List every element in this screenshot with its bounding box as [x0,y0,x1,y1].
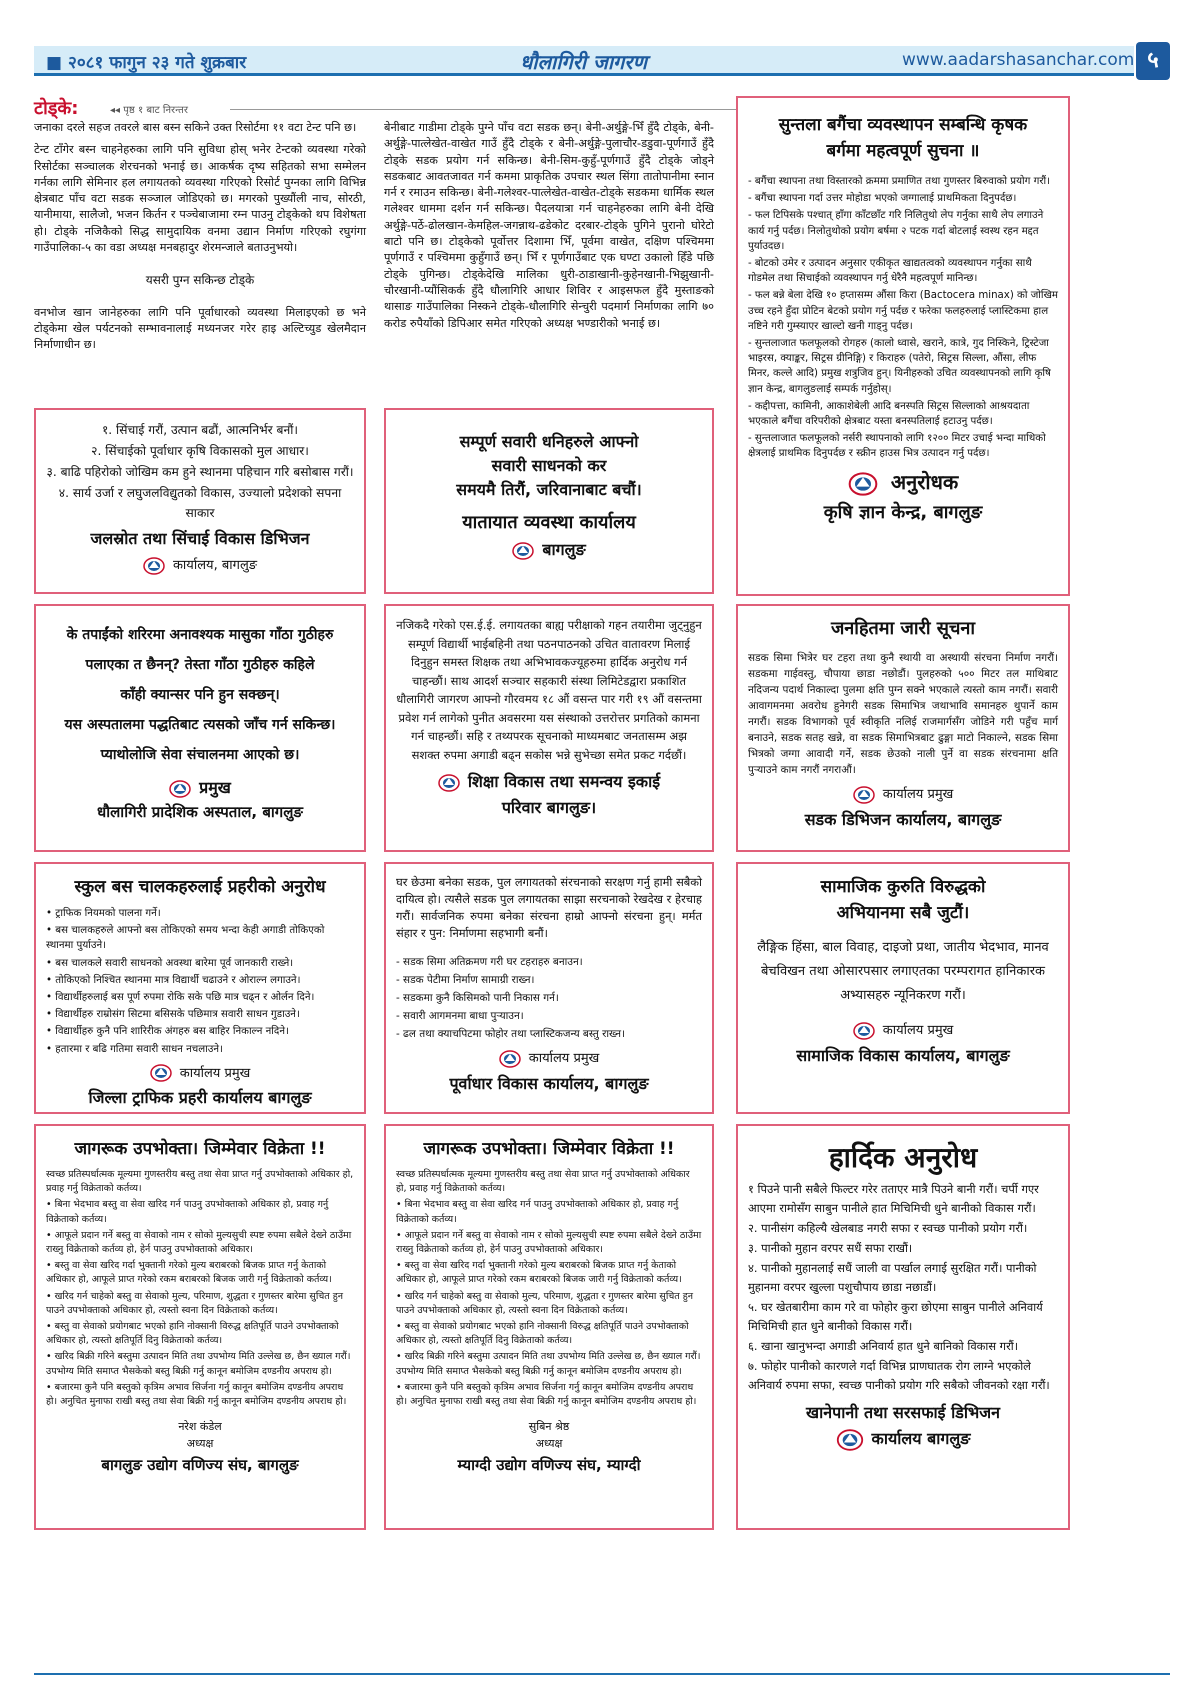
list-item: - बगैंचा स्थापना गर्दा उत्तर मोहोडा भएको जग्गालाई प्राथमिकता दिनुपर्दछ। [748,193,1017,205]
footer-rule [34,1673,1170,1675]
ad-vehicle-tax [384,408,714,594]
ad-consumer-baglung [34,1124,366,1530]
list-item: ५. घर खेतबारीमा काम गरे वा फोहोर कुरा छोएमा साबुन पानीले अनिवार्य मिचिमिची हात धुने बानीको विकास गरौं। [748,1300,1043,1333]
list-item: • बस्तु वा सेवा खरिद गर्दा भुक्तानी गरेको मुल्य बराबरको बिजक प्राप्त गर्नु केताको अधिकार हो, आफूले प्राप्त गरेको रकम बराबरको बिजक जारी गर्नु विक्रेताको कर्तव्य। [46,1260,332,1286]
signature-label-text: कार्यालय प्रमुख [179,1065,251,1081]
story-column-2 [384,120,714,390]
list-item: • खरिद बिक्री गरिने बस्तुमा उत्पादन मिति तथा उपभोग्य मिति उल्लेख छ, छैन ख्याल गरौं। उपभोग्य मिति समाप्त भैसकेको बस्तु बिक्री गर्नु कानून बमोजिम दण्डनीय अपराध हो। [46,1351,351,1377]
nepal-emblem-icon [150,1064,172,1082]
list-item: • विद्यार्थीहरु राम्रोसंग सिटमा बसिसके पछिमात्र सवारी साधन गुडाउने। [46,1009,300,1021]
list-item: • बस चालकले सवारी साधनको अवस्था बारेमा पूर्व जानकारी राख्ने। [46,957,294,969]
signature-org: सडक डिभिजन कार्यालय, बागलुङ [804,809,1002,829]
signature-org: यातायात व्यवस्था कार्यालय [462,512,636,533]
ad-list [748,174,1058,462]
nepal-emblem-icon [169,780,191,798]
list-item: - सवारी आगमनमा बाधा पुर्‍याउन। [396,1010,524,1022]
signature-sub-text: कार्यालय बागलुङ [871,1429,971,1448]
list-item: • बस्तु वा सेवा खरिद गर्दा भुक्तानी गरेको मुल्य बराबरको बिजक प्राप्त गर्नु केताको अधिकार हो, आफूले प्राप्त गरेको रकम बराबरको बिजक जारी गर्नु विक्रेताको कर्तव्य। [396,1260,682,1286]
list-item: स्वच्छ प्रतिस्पर्धात्मक मूल्यमा गुणस्तरीय बस्तु तथा सेवा प्राप्त गर्नु उपभोक्ताको अधिकार हो, प्रवाह गर्नु विक्रेताको कर्तव्य। [396,1169,690,1195]
ad-text: सडक सिमा भित्रेर घर टहरा तथा कुनै स्थायी वा अस्थायी संरचना निर्माण नगरौं। सडकमा गाईवस्तु, चौपाया छाडा नछोडौं। पुलहरुको ५०० मिटर तल माथिबाट नदिजन्य पदार्थ निकाल्दा पुलमा क्षति पुग्न सक्ने भएकाले त्यस्तो काम नगरौं। सवारी आवागमनमा अवरोध हुनेगरी सडक सिमाभित्र जथाभावि समानहरु थुपार्ने काम नगरौं। सडक विभागको पूर्व स्वीकृति नलिई राजमार्गसँग जोडिने गरी पहुँच मार्ग बनाउने, सडक सतह खन्ने, वा सडक सिमाभित्रबाट ढुङ्गा माटो निकाल्ने, सडक सिमा भित्रको जग्गा आवादी गर्ने, सडक छेउको नाली पुर्ने वा सडक संरचनामा क्षति पुऱ्याउने काम नगरौं नगराऔं। [748,652,1058,776]
list-item: • हतारमा र बढि गतिमा सवारी साधन नचलाउने। [46,1043,223,1055]
ad-signature [748,468,1058,497]
signature-label-text: कार्यालय प्रमुख [882,787,954,802]
list-item: • बिना भेदभाव बस्तु वा सेवा खरिद गर्न पाउनु उपभोक्ताको अधिकार हो, प्रवाह गर्नु विक्रेताको कर्तव्य। [396,1199,679,1225]
list-item: • ट्राफिक नियमको पालना गर्ने। [46,908,161,919]
story-paragraph: वनभोज खान जानेहरुका लागि पनि पूर्वाधारको व्यवस्था मिलाइएको छ भने टोड्केमा खेल पर्यटनको सम्भावनालाई मध्यनजर गरेर हाइ अल्टिच्युड खेलमैदान निर्माणाधीन छ। [34,305,366,352]
story-paragraph: बेनीबाट गाडीमा टोड्के पुग्ने पाँच वटा सडक छन्। बेनी-अर्थुङ्गे-भिँ हुँदै टोड्के, बेनी-अर्थुङ्गे-पात्लेखेत-वाखेत गाउँ हुँदै टोड्के र बेनी-अर्थुङ्गे-पुलाचौर-डडुवा-पूर्णगाउँ हुँदै टोड्के सडक प्रयोग गर्न सकिन्छ। बेनी-सिम-कुहुँ-पूर्णगाउँ हुँदै टोड्के जोड्ने सडकबाट आवतजावत गर्न कममा प्राकृतिक उपचार स्थल सिंगा तातोपानीमा स्नान गर्न र रमाउन सकिन्छ। बेनी-गलेश्वर-पात्लेखेत-वाखेत-टोड्के सडकमा धार्मिक स्थल गलेश्वर धाममा दर्शन गर्न सकिन्छ। पैदलयात्रा गर्न चाहनेहरुका लागि बेनी देखि अर्थुङ्गे-पर्ठे-ढोलखान-केमहिल-जगन्नाथ-ढडेकोट दरबार-टोड्के पुगिने पुरानो घोरेटो बाटो पनि छ। टोड्केको पूर्वोत्तर दिशामा भिँ, पूर्वमा वाखेत, दक्षिण पश्चिममा पूर्णगाउँ र पश्चिममा कुहुँगाउँ छन्। भिँ र पूर्णगाउँबाट एक घण्टा उकालो हिँडे पछि टोड्के पुगिन्छ। टोड्केदेखि मालिका धुरी-ठाडाखानी-कुहेनखानी-भिझुखानी-चौरखानी-प्यौंसिकर्क हुँदै धौलागिरि आधार शिविर र आइसफल हुँदै मुस्ताङको थासाङ गाउँपालिका निस्कने टोड्के-धौलागिरि सेन्चुरी पदमार्ग निर्माणका लागि ७० करोड रुपैयाँको डिपिआर समेत गरिएको अध्यक्ष भण्डारीको भनाई छ। [384,121,714,330]
ad-text: घर छेउमा बनेका सडक, पुल लगायतको संरचनाको सरक्षण गर्नु हामी सबैको दायित्व हो। त्यसैले सडक पुल लगायतका साझा सरचनाको रेखदेख र हेरचाह गरौं। सार्वजनिक रुपमा बनेका संरचना हाम्रो आफ्नो संरचना हुन्। मर्मत संहार र पुन: निर्माणमा सहभागी बनौं। [396,875,702,940]
signature-sub-text: कार्यालय, बागलुङ [172,558,258,573]
story-paragraph: जनाका दरले सहज तवरले बास बस्न सकिने उक्त रिसोर्टमा ११ वटा टेन्ट पनि छ। [34,121,357,134]
signatory-name: सुबिन श्रेष्ठ [528,1420,570,1434]
list-item: ४. सार्य उर्जा र लघुजलविद्युतको विकास, उज्यालो प्रदेशको सपना साकार [58,486,342,520]
ad-line: प्याथोलोजि सेवा संचालनमा आएको छ। [100,747,300,763]
divider [230,109,800,110]
list-item: • बस्तु वा सेवाको प्रयोगबाट भएको हानि नोक्सानी विरुद्ध क्षतिपूर्ति पाउने उपभोक्ताको अधिकार हो, त्यस्तो क्षतिपूर्ति दिनु विक्रेताको कर्तव्य। [396,1321,689,1347]
signature-org: खानेपानी तथा सरसफाई डिभिजन [806,1403,1000,1422]
ad-water-sanitation [736,1124,1070,1530]
signature-org [396,770,702,792]
nepal-emblem-icon [438,774,460,792]
list-item: • खरिद गर्न चाहेको बस्तु वा सेवाको मुल्य, परिमाण, शुद्धता र गुणस्तर बारेमा सुचित हुन पाउने उपभोक्ताको अधिकार हो, त्यस्तो स्वना दिन विक्रेताको कर्तव्य। [46,1290,344,1316]
signature-sub [396,538,702,560]
page-header [34,40,1170,80]
list-item: ४. पानीको मुहानलाई सधैं जाली वा पर्खाल लगाई सुरक्षित गरौं। पानीको मुहानमा वरपर खुल्ला पशुचौपाय छाडा नछाडौं। [748,1261,1037,1294]
ad-line: यस अस्पतालमा पद्धतिबाट त्यसको जाँच गर्न सकिन्छ। [64,717,336,733]
signature-org-text: शिक्षा विकास तथा समन्वय इकाई [467,772,661,791]
list-item: • बिना भेदभाव बस्तु वा सेवा खरिद गर्न पाउनु उपभोक्ताको अधिकार हो, प्रवाह गर्नु विक्रेताको कर्तव्य। [46,1199,329,1225]
signature-label: अनुरोधक [890,469,959,494]
ad-traffic-police [34,862,366,1114]
ad-list [748,1180,1058,1395]
signature-org: कृषि ज्ञान केन्द्र, बागलुङ [823,502,983,524]
ad-list [46,420,354,523]
nepal-emblem-icon [853,1022,875,1040]
ad-title: जनहितमा जारी सूचना [830,618,976,639]
list-item: - सडक सिमा अतिक्रमण गरी घर टहराहरु बनाउन। [396,956,583,968]
ad-orange-notice [736,96,1070,596]
ad-social-evils [736,862,1070,1114]
list-item: • बजारमा कुनै पनि बस्तुको कृत्रिम अभाव सिर्जना गर्नु कानून बमोजिम दण्डनीय अपराध हो। अनुचित मुनाफा राखी बस्तु तथा सेवा बिक्री गर्नु कानून बमोजिम दण्डनीय अपराध हो। [46,1381,347,1408]
list-item: • खरिद गर्न चाहेको बस्तु वा सेवाको मुल्य, परिमाण, शुद्धता र गुणस्तर बारेमा सुचित हुन पाउने उपभोक्ताको अधिकार हो, त्यस्तो स्वना दिन विक्रेताको कर्तव्य। [396,1290,694,1316]
list-item: १ पिउने पानी सबैले फिल्टर गरेर तताएर मात्रै पिउने बानी गरौं। चर्पी गएर आएमा रामोसँग साबुन पानीले हात मिचिमिची धुने बानीको विकास गरौं। [748,1182,1039,1215]
ad-list [396,1168,702,1409]
ad-line: सवारी साधनको कर [491,456,607,475]
signature-org: म्याग्दी उद्योग वणिज्य संघ, म्याग्दी [457,1456,641,1475]
list-item: - सुन्तलाजात फलफूलको नर्सरी स्थापनाको लागि १२०० मिटर उचाई भन्दा माथिको क्षेत्रलाई प्राथमिक दिनुपर्दछ र स्क्रीन हाउस भित्र उत्पादन गर्नु पर्दछ। [748,433,1046,460]
list-item: - फल टिपिसके पश्चात् हाँगा काँटछाँट गरि निलितुथो लेप गर्नुका साथै लेप लगाउने कार्य गर्नु पर्दछ। निलोतुथोको प्रयोग बर्षमा २ पटक गर्दा बोटलाई स्वस्थ रहन मद्दत पुर्याउदछ। [748,210,1044,252]
ad-title: सामाजिक कुरुति विरुद्धको [820,877,986,897]
signature-label-text: कार्यालय प्रमुख [882,1023,954,1038]
ad-lines [396,430,702,502]
signature-label [748,784,1058,804]
ad-text: नजिकदै गरेको एस.ई.ई. लगायतका बाह्य परीक्षाको गहन तयारीमा जुट्नुहुन सम्पूर्ण विद्यार्थी भाईबहिनी तथा पठनपाठनको उचित वातावरण मिलाई दिनुहुन समस्त शिक्षक तथा अभिभावकज्यूहरुमा हार्दिक अनुरोध गर्न चाहन्छौं। साथ आदर्श सञ्चार सहकारी संस्था लिमिटेडद्वारा प्रकाशित धौलागिरी जागरण आफ्नो गौरवमय १८ औं वसन्त पार गरी १९ औं वसन्तमा प्रवेश गर्न लागेको पुनीत अवसरमा यस संस्थाको उत्तरोत्तर प्रगतिको कामना गर्न चाहन्छौं। सहि र तथ्यपरक सूचनाको माध्यमबाट जनतासम्म अझ सशक्त रुपमा अगाडी बढ्न सकोस भन्ने सुभेच्छा समेत प्रकट गर्दछौं। [396,618,702,762]
ad-consumer-myagdi [384,1124,714,1530]
issue-date: ■ २०८१ फागुन २३ गते शुक्रबार [46,53,247,73]
signature-org: सामाजिक विकास कार्यालय, बागलुङ [796,1045,1010,1065]
signature-org: बागलुङ उद्योग वणिज्य संघ, बागलुङ [101,1456,299,1475]
signatory-role: अध्यक्ष [535,1437,563,1451]
ad-lines [46,620,354,770]
list-item: - कद्दीपत्ता, कामिनी, आकाशेबेली आदि बनस्पति सिट्रस सिल्लाको आश्रयदाता भएकाले बगैंचा वरिपरीको क्षेत्रबाट यस्ता बनस्पतिलाई हटाउनु पर्दछ। [748,400,1030,428]
signature-sub: परिवार बागलुङ। [501,798,597,817]
list-item: - बगैंचा स्थापना तथा विस्तारको क्रममा प्रमाणित तथा गुणस्तर बिरुवाको प्रयोग गरौं। [748,176,1051,187]
list-item: • विद्यार्थीहरुलाई बस पूर्ण रुपमा रोकि सके पछि मात्र चढ्न र ओर्लन दिने। [46,992,315,1004]
ad-line: पलाएका त छैनन्? तेस्ता गाँठा गुठीहरु कहिले [85,657,315,673]
list-item: ७. फोहोर पानीको कारणले गर्दा विभिन्न प्राणघातक रोग लाग्ने भएकोले अनिवार्य रुपमा सफा, स्वच्छ पानीको प्रयोग गरि सबैको जीवनको रक्षा गरौं। [748,1359,1050,1392]
signatory-role: अध्यक्ष [186,1437,214,1451]
ad-title-line-2: अभियानमा सबै जुटौं। [836,903,970,923]
ad-line: सम्पूर्ण सवारी धनिहरुले आफ्नो [459,432,639,451]
list-item: • खरिद बिक्री गरिने बस्तुमा उत्पादन मिति तथा उपभोग्य मिति उल्लेख छ, छैन ख्याल गरौं। उपभोग्य मिति समाप्त भैसकेको बस्तु बिक्री गर्नु कानून बमोजिम दण्डनीय अपराध हो। [396,1351,701,1377]
signature-sub [748,1427,1058,1451]
page-number: ५ [1136,42,1170,80]
signature-org: धौलागिरी प्रादेशिक अस्पताल, बागलुङ [97,803,303,821]
signature-label [396,1048,702,1068]
ad-infrastructure [384,862,714,1114]
nepal-emblem-icon [848,472,878,496]
signature-org: पूर्वाधार विकास कार्यालय, बागलुङ [449,1073,649,1093]
list-item: स्वच्छ प्रतिस्पर्धात्मक मूल्यमा गुणस्तरीय बस्तु तथा सेवा प्राप्त गर्नु उपभोक्ताको अधिकार हो, प्रवाह गर्नु विक्रेताको कर्तव्य। [46,1169,354,1195]
ad-title: जागरूक उपभोक्ता। जिम्मेवार विक्रेता !! [74,1139,326,1159]
signature-org: जिल्ला ट्राफिक प्रहरी कार्यालय बागलुङ [88,1088,312,1108]
signature-label [46,776,354,798]
signature-label [748,1020,1058,1040]
website-link[interactable]: www.aadarshasanchar.com [902,50,1135,70]
ad-line: के तपाईंको शरिरमा अनावश्यक मासुका गाँठा गुठीहरु [66,627,334,643]
list-item: • तोकिएको निश्चित स्थानमा मात्र विद्यार्थी चढाउने र ओराल्न लगाउने। [46,974,301,986]
story-paragraph: टेन्ट टाँगेर बस्न चाहनेहरुका लागि पनि सुविधा होस् भनेर टेन्टको व्यवस्था गरेको रिसोर्टका सञ्चालक शेरचनको भनाई छ। आकर्षक दृष्य सहितको सभा सम्मेलन गर्नका लागि सेमिनार हल लगायतको व्यवस्था गरिएको रिसोर्ट पुग्नका लागि विभिन्न क्षेत्रबाट पाँच वटा सडक सञ्जाल जोडिएको छ। मगरको पुख्यौंली नाच, सोरठी, यानीमाया, सालैजो, भजन किर्तन र पञ्चेबाजामा रम्न पाउनु टोड्केको थप विशेषता हो। टोड्के नजिकैको सिद्ध सामुदायिक वनमा उद्यान निर्माण गरिएको रघुगंगा गाउँपालिका-५ का वडा अध्यक्ष मनबहादुर शेरमन्जाले बताउनुभयो। [34,143,366,255]
list-item: • बजारमा कुनै पनि बस्तुको कृत्रिम अभाव सिर्जना गर्नु कानून बमोजिम दण्डनीय अपराध हो। अनुचित मुनाफा राखी बस्तु तथा सेवा बिक्री गर्नु कानून बमोजिम दण्डनीय अपराध हो। [396,1381,697,1408]
masthead-logo: धौलागिरी जागरण [520,50,647,74]
list-item: - सुन्तलाजात फलफूलको रोगहरु (कालो ध्वासे, खराने, कात्रे, गुद निस्किने, ट्रिस्टेजा भाइरस, क्याङ्कर, सिट्रस ग्रीनिङ्गि) र किराहरु (पतेरो, सिट्रस सिल्ला, औंसा, लीफ मिनर, कल्ले आदि) प्रमुख शत्रुजिव हुन्। यिनीहरुको उचित व्यवस्थापनको लागि कृषि ज्ञान केन्द्र, बागलुङलाई सम्पर्क गर्नुहोस्। [748,338,1051,395]
ad-title: हार्दिक अनुरोध [828,1141,978,1174]
signature-label-text: कार्यालय प्रमुख [528,1051,600,1066]
signature-org: जलस्रोत तथा सिंचाई विकास डिभिजन [90,529,310,548]
signature-label [46,1063,354,1083]
ad-title: सुन्तला बगैंचा व्यवस्थापन सम्बन्धि कृषक बर्गमा महत्वपूर्ण सुचना ॥ [778,115,1028,161]
ad-list [46,1168,354,1409]
ad-public-notice [736,604,1070,852]
list-item: ६. खाना खानुभन्दा अगाडी अनिवार्य हात धुने बानिको विकास गरौं। [748,1339,1019,1353]
ad-line: काँही क्यान्सर पनि हुन सक्छन्। [120,687,280,703]
signature-label-text: प्रमुख [199,778,231,797]
list-item: • विद्यार्थीहरु कुनै पनि शारिरीक अंगहरु बस बाहिर निकाल्न नदिने। [46,1026,289,1038]
list-item: - सडकमा कुनै किसिमको पानी निकास गर्न। [396,992,559,1004]
list-item: ३. बाढि पहिरोको जोखिम कम हुने स्थानमा पहिचान गरि बसोबास गरौं। [46,465,354,479]
list-item: • बस्तु वा सेवाको प्रयोगबाट भएको हानि नोक्सानी विरुद्ध क्षतिपूर्ति पाउने उपभोक्ताको अधिकार हो, त्यस्तो क्षतिपूर्ति दिनु विक्रेताको कर्तव्य। [46,1321,339,1347]
list-item: ३. पानीको मुहान वरपर सधैं सफा राखौं। [748,1241,913,1255]
list-item: - बोटको उमेर र उत्पादन अनुसार एकीकृत खाद्यतत्वको व्यवस्थापन गर्नुका साथै गोडमेल तथा सिचाईको व्यवस्थापन गर्नु धेरैनै महत्वपूर्ण मानिन्छ। [748,258,1032,285]
nepal-emblem-icon [853,786,875,804]
ad-text: लैङ्गिक हिंसा, बाल विवाह, दाइजो प्रथा, जातीय भेदभाव, मानव बेचविखन तथा ओसारपसार लगाएतका परम्परागत हानिकारक अभ्यासहरु न्यूनिकरण गरौं। [757,940,1049,1003]
list-item: - फल बन्ने बेला देखि १० हप्तासम्म औंसा किरा (Bactocera minax) को जोखिम उच्च रहने हुँदा प्रोटिन बेटको प्रयोग गर्नु पर्दछ र फरेका फलहरुलाई प्लास्टिकमा हाल नष्टिने गरी गुम्स्याएर खाल्टो खनी गाड्नु पर्दछ। [748,290,1058,332]
list-item: • आफूले प्रदान गर्ने बस्तु वा सेवाको नाम र सोको मुल्यसुची स्पष्ट रुपमा सबैले देख्ने ठाउँमा राख्नु विक्रेताको कर्तव्य हो, हेर्न पाउनु उपभोक्ताको अधिकार। [46,1229,352,1256]
nepal-emblem-icon [499,1050,521,1068]
ad-title: जागरूक उपभोक्ता। जिम्मेवार विक्रेता !! [423,1139,675,1159]
continued-note: ◂◂ पृष्ठ १ बाट निरन्तर [110,105,188,116]
list-item: - सडक पेटीमा निर्माण सामाग्री राख्न। [396,974,535,986]
story-subhead: यसरी पुग्न सकिन्छ टोड्के [145,273,255,288]
story-column-1 [34,120,366,390]
list-item: १. सिंचाई गरौं, उत्पान बढौं, आत्मनिर्भर बनौं। [101,423,299,437]
nepal-emblem-icon [836,1429,864,1451]
ad-line: समयमै तिरौं, जरिवानाबाट बचौं। [456,480,642,499]
nepal-emblem-icon [143,557,165,575]
list-item: २. पानीसंग कहिल्यै खेलबाड नगरी सफा र स्वच्छ पानीको प्रयोग गरौं। [748,1221,1028,1235]
nepal-emblem-icon [512,542,534,560]
story-kicker: टोड्के: [34,98,79,119]
signatory-name: नरेश कंडेल [178,1420,222,1434]
list-item: • आफूले प्रदान गर्ने बस्तु वा सेवाको नाम र सोको मुल्यसुची स्पष्ट रुपमा सबैले देख्ने ठाउँमा राख्नु विक्रेताको कर्तव्य हो, हेर्न पाउनु उपभोक्ताको अधिकार। [396,1229,702,1256]
list-item: • बस चालकहरुले आफ्नो बस तोकिएको समय भन्दा केही अगाडी तोकिएको स्थानमा पुर्याउने। [46,925,325,952]
list-item: - ढल तथा क्याचपिटमा फोहोर तथा प्लास्टिकजन्य बस्तु राख्न। [396,1028,625,1040]
ad-list [46,906,354,1057]
list-item: २. सिंचाईको पूर्वाधार कृषि विकासको मुल आधार। [91,444,309,458]
signature-sub [46,555,354,575]
signature-sub-text: बागलुङ [542,540,586,559]
ad-education [384,604,714,852]
ad-list [396,954,702,1042]
ad-title: स्कुल बस चालकहरुलाई प्रहरीको अनुरोध [74,877,326,897]
ad-hospital [34,604,366,852]
ad-irrigation [34,408,366,594]
